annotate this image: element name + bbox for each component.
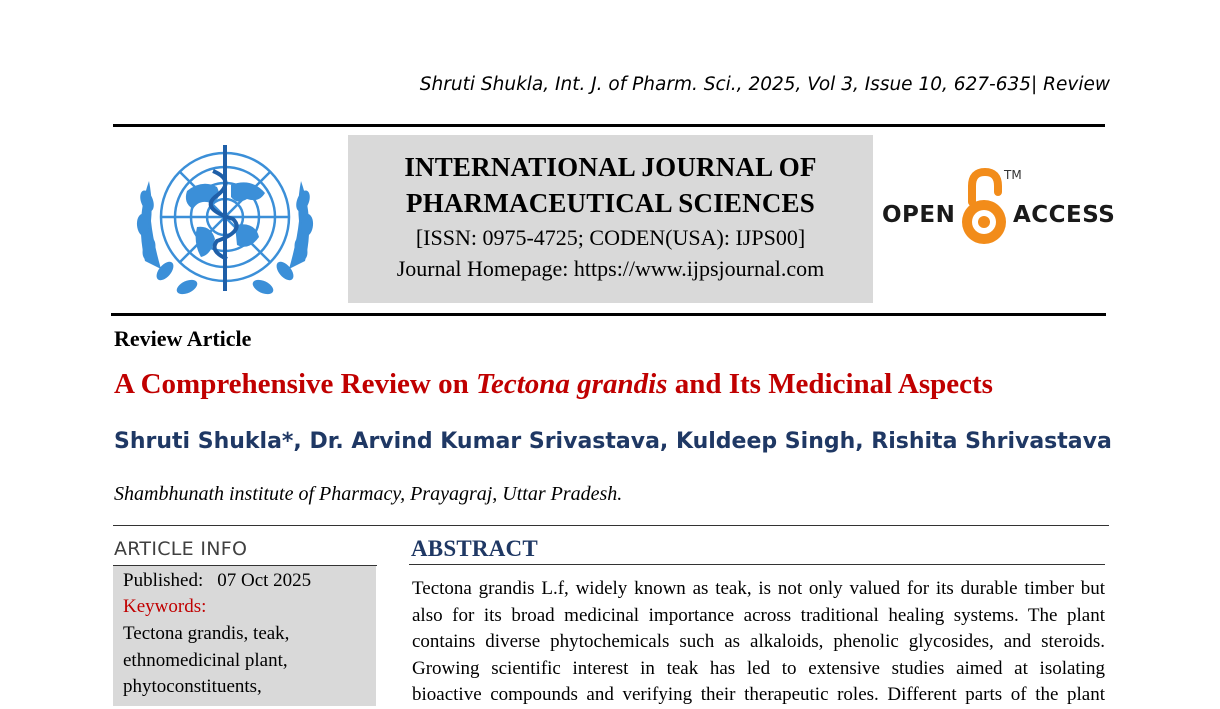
who-emblem-logo	[127, 141, 323, 307]
article-info-box	[113, 566, 376, 706]
trademark-label: TM	[1004, 168, 1022, 182]
header-bottom-rule	[111, 313, 1106, 316]
keyword-line: Tectona grandis, teak,	[123, 623, 290, 644]
author-list: Shruti Shukla*, Dr. Arvind Kumar Srivastava, Kuldeep Singh, Rishita Shrivastava	[114, 429, 1112, 454]
article-title: A Comprehensive Review on Tectona grandis and Its Medicinal Aspects	[114, 368, 993, 400]
running-head: Shruti Shukla, Int. J. of Pharm. Sci., 2025, Vol 3, Issue 10, 627-635| Review	[419, 74, 1110, 95]
journal-homepage[interactable]: Journal Homepage: https://www.ijpsjournal.com	[396, 256, 825, 281]
section-divider	[113, 525, 1109, 526]
abstract-line: contains diverse phytochemicals such as alkaloids, phenolic glycosides, and steroids.	[412, 631, 1105, 652]
author-affiliation: Shambhunath institute of Pharmacy, Prayagraj, Uttar Pradesh.	[114, 483, 623, 505]
article-info-heading: ARTICLE INFO	[114, 538, 248, 560]
keywords-label: Keywords:	[123, 596, 207, 617]
keyword-line: ethnomedicinal plant,	[123, 650, 288, 671]
abstract-line: bioactive compounds and verifying their therapeutic roles. Different parts of the plant	[412, 684, 1105, 705]
abstract-line: also for its broad medicinal importance across traditional healing systems. The plant	[412, 604, 1105, 626]
abstract-body	[412, 576, 1105, 709]
keyword-line: phytoconstituents,	[123, 676, 262, 697]
abstract-line: Tectona grandis L.f, widely known as teak, is not only valued for its durable timber but	[412, 578, 1105, 599]
abstract-rule	[409, 564, 1105, 565]
journal-issn: [ISSN: 0975-4725; CODEN(USA): IJPS00]	[415, 225, 806, 250]
open-access-logo	[880, 166, 1116, 250]
access-label: ACCESS	[1013, 202, 1116, 228]
journal-masthead	[348, 135, 873, 303]
published-row	[123, 570, 311, 592]
article-type: Review Article	[114, 326, 252, 351]
published-date: 07 Oct 2025	[217, 570, 312, 591]
open-label: OPEN	[882, 202, 956, 228]
published-label: Published:	[123, 570, 204, 591]
title-species-name: Tectona grandis	[475, 368, 668, 400]
journal-title: INTERNATIONAL JOURNAL OF PHARMACEUTICAL SCIENCES	[404, 152, 817, 218]
abstract-heading: ABSTRACT	[411, 536, 538, 561]
header-top-rule	[113, 124, 1105, 127]
abstract-line: Growing scientific interest in teak has led to extensive studies aimed at isolating	[412, 657, 1105, 679]
